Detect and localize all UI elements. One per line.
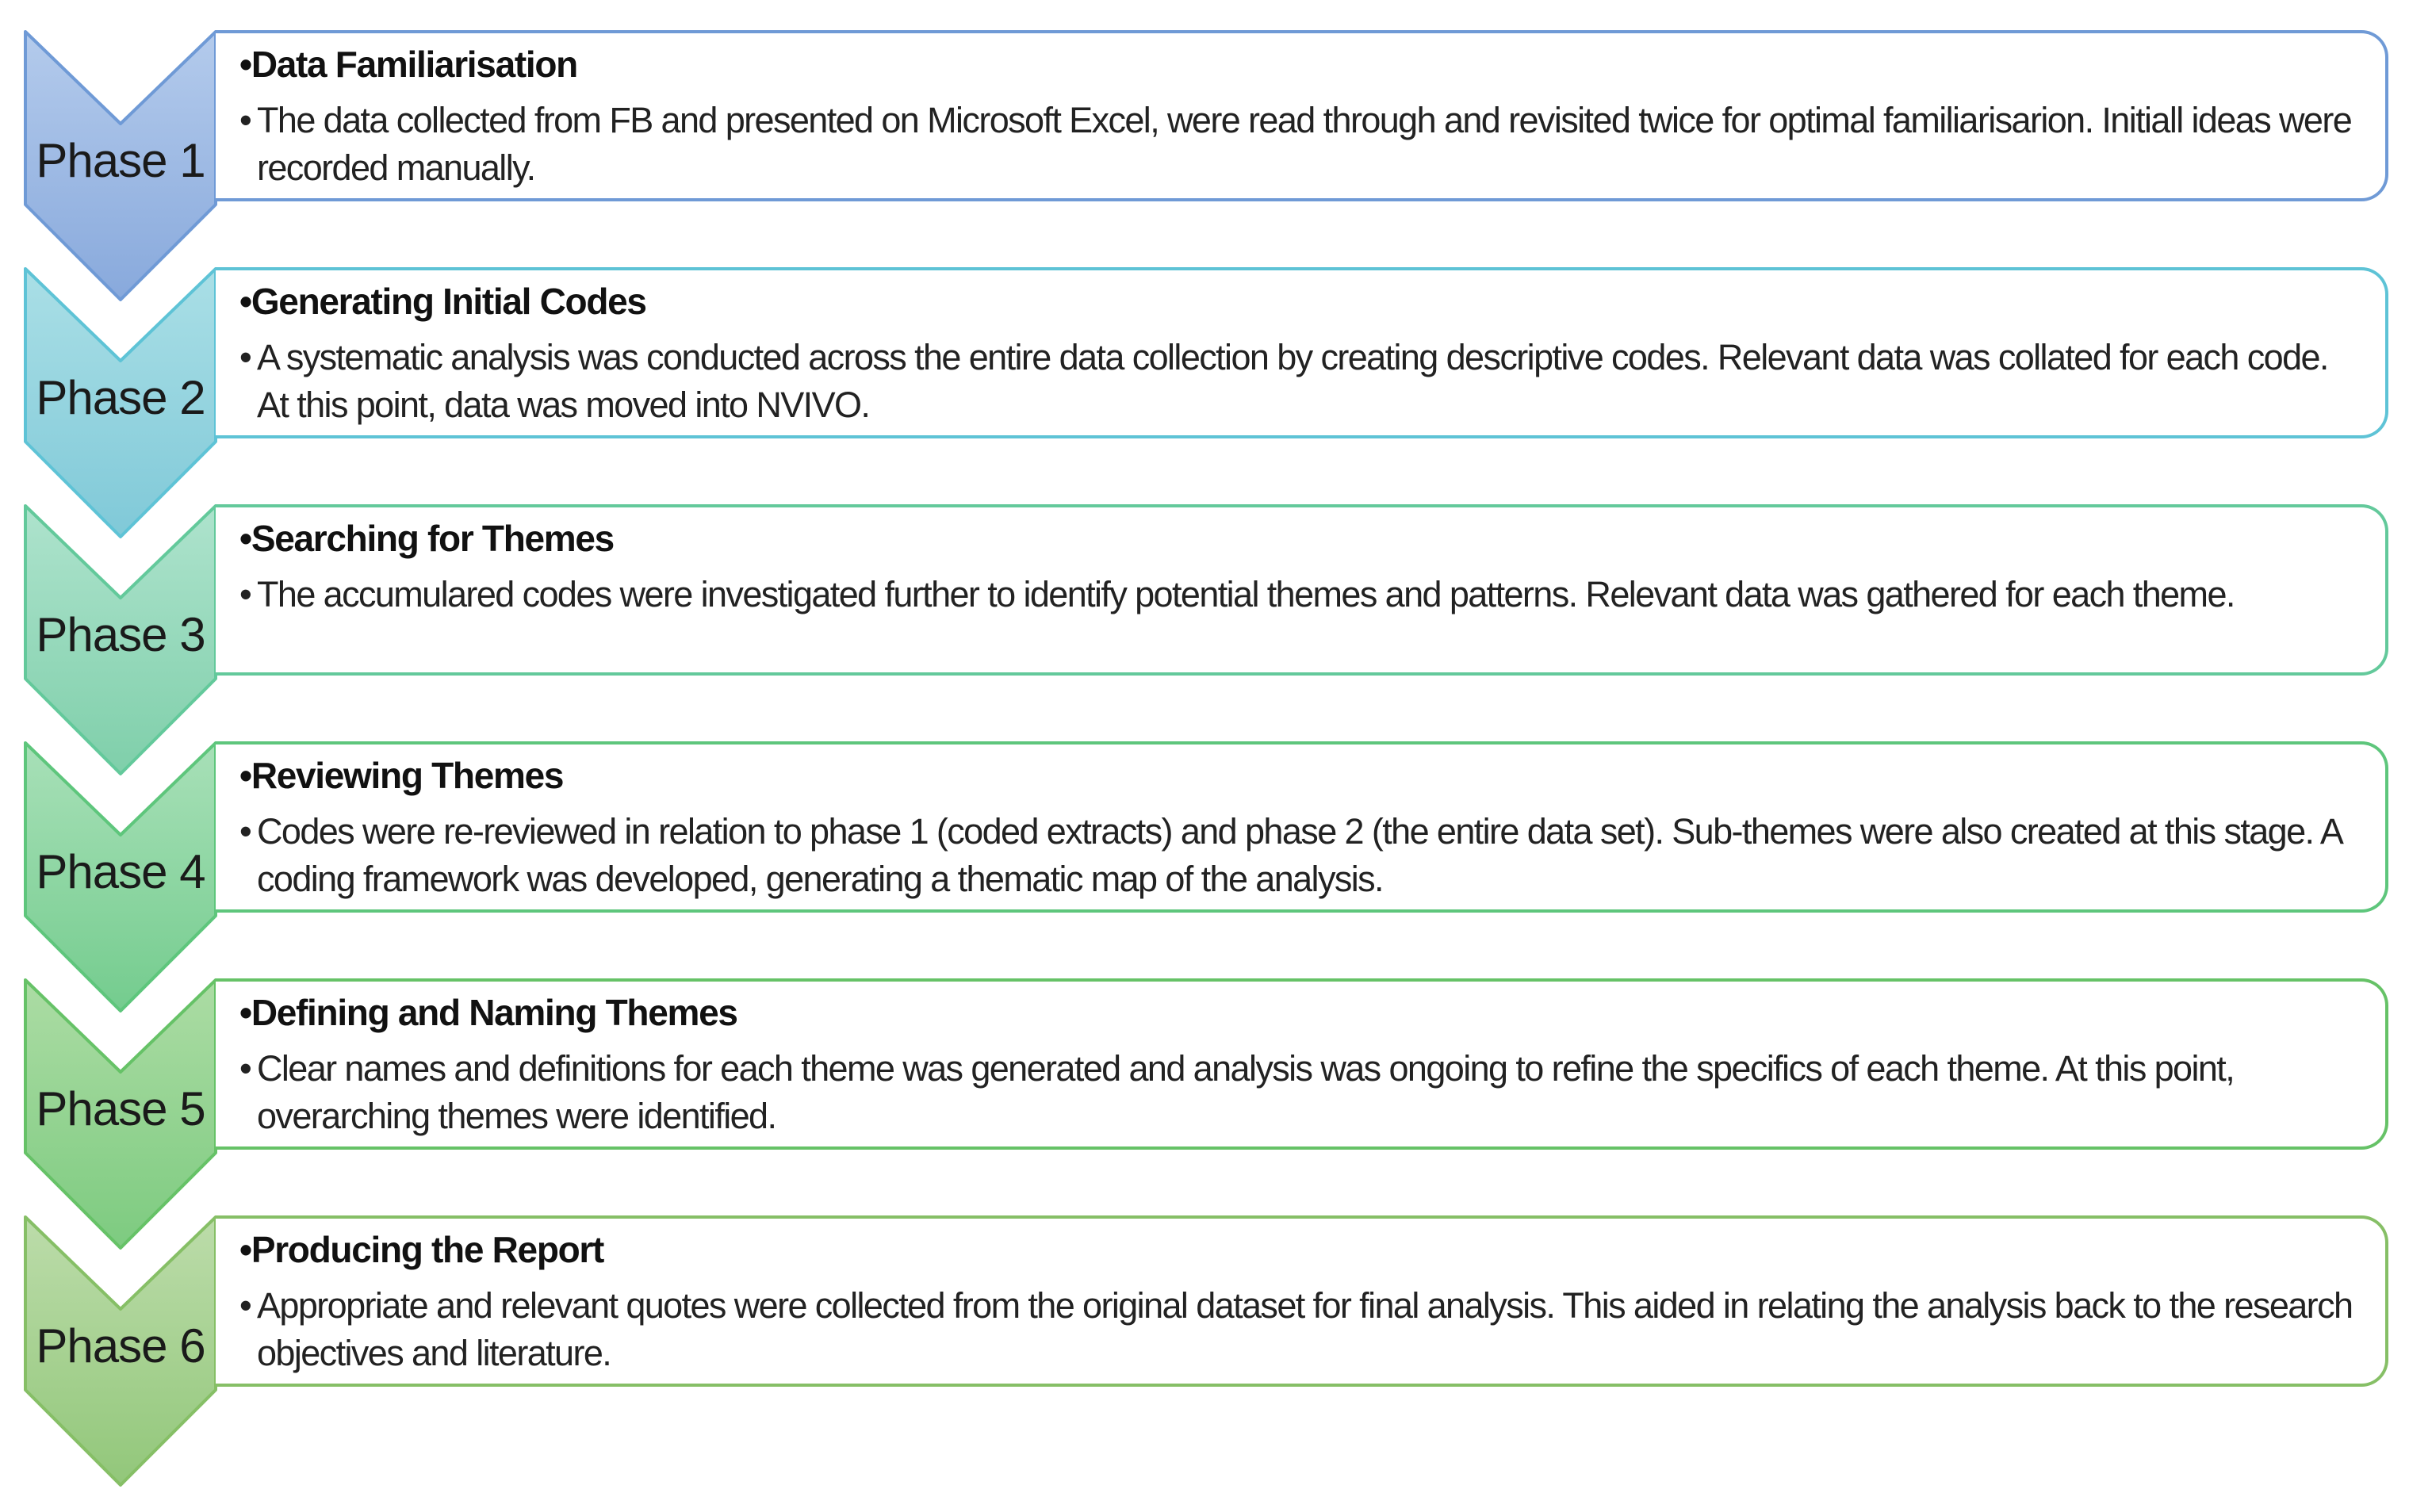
phase-description-text: Clear names and definitions for each theme was generated and analysis was ongoing to refine the specifics of each theme. At this point, overarching themes were identified.: [257, 1048, 2235, 1136]
phase-description-text: The data collected from FB and presented on Microsoft Excel, were read through and revisited twice for optimal familiarisarion. Initiall ideas were recorded manually.: [257, 100, 2352, 188]
phase-description-box: [216, 741, 2388, 913]
phase-description-box: [216, 978, 2388, 1150]
phase-description-text: Codes were re-reviewed in relation to phase 1 (coded extracts) and phase 2 (the entire data set). Sub-themes were also created at this stage. A coding framework was developed, generating a thematic map of the analysis.: [257, 811, 2341, 899]
phase-4-row: [0, 741, 2409, 1011]
phase-description-box: [216, 504, 2388, 676]
phase-title: [239, 754, 563, 797]
phase-label: Phase 2: [36, 371, 205, 424]
bullet: •: [239, 755, 251, 796]
phase-5-row: [0, 978, 2409, 1248]
phase-title: [239, 280, 646, 323]
bullet: •: [239, 1229, 251, 1270]
phase-title-text: Data Familiarisation: [251, 44, 577, 85]
phase-2-row: [0, 267, 2409, 537]
phase-description-box: [216, 267, 2388, 438]
phase-description: [239, 1282, 2361, 1377]
bullet: •: [239, 992, 251, 1033]
bullet: •: [239, 100, 251, 140]
phase-title: [239, 1228, 603, 1271]
bullet: •: [239, 574, 251, 614]
phase-3-row: [0, 504, 2409, 774]
phase-title-text: Generating Initial Codes: [251, 281, 646, 322]
phase-title-text: Producing the Report: [251, 1229, 604, 1270]
phase-title: [239, 991, 737, 1034]
phase-label: Phase 4: [36, 845, 205, 898]
phase-description: [239, 1045, 2361, 1140]
phase-label: Phase 1: [36, 134, 205, 187]
bullet: •: [239, 337, 251, 377]
phase-description: [239, 571, 2361, 618]
phase-1-row: [0, 30, 2409, 300]
phase-description-text: Appropriate and relevant quotes were collected from the original dataset for final analysis. This aided in relating the analysis back to the research objectives and literature.: [257, 1285, 2353, 1373]
phase-label: Phase 3: [36, 608, 205, 661]
phase-description: [239, 334, 2361, 429]
phase-label: Phase 6: [36, 1319, 205, 1372]
phase-title: [239, 517, 614, 560]
phase-description: [239, 808, 2361, 903]
bullet: •: [239, 281, 251, 322]
phase-description: [239, 97, 2361, 192]
phase-title: [239, 43, 577, 86]
phase-title-text: Searching for Themes: [251, 518, 614, 559]
phase-description-text: A systematic analysis was conducted across the entire data collection by creating descriptive codes. Relevant data was collated for each code. At this point, data was moved into NVIVO.: [257, 337, 2328, 425]
phase-title-text: Defining and Naming Themes: [251, 992, 737, 1033]
bullet: •: [239, 811, 251, 852]
phase-6-row: [0, 1215, 2409, 1485]
phase-description-box: [216, 1215, 2388, 1387]
bullet: •: [239, 1048, 251, 1089]
bullet: •: [239, 1285, 251, 1326]
phase-description-text: The accumulared codes were investigated further to identify potential themes and patterns. Relevant data was gathered for each theme.: [257, 574, 2235, 614]
phase-label: Phase 5: [36, 1082, 205, 1135]
phase-description-box: [216, 30, 2388, 201]
phase-title-text: Reviewing Themes: [251, 755, 564, 796]
bullet: •: [239, 518, 251, 559]
bullet: •: [239, 44, 251, 85]
